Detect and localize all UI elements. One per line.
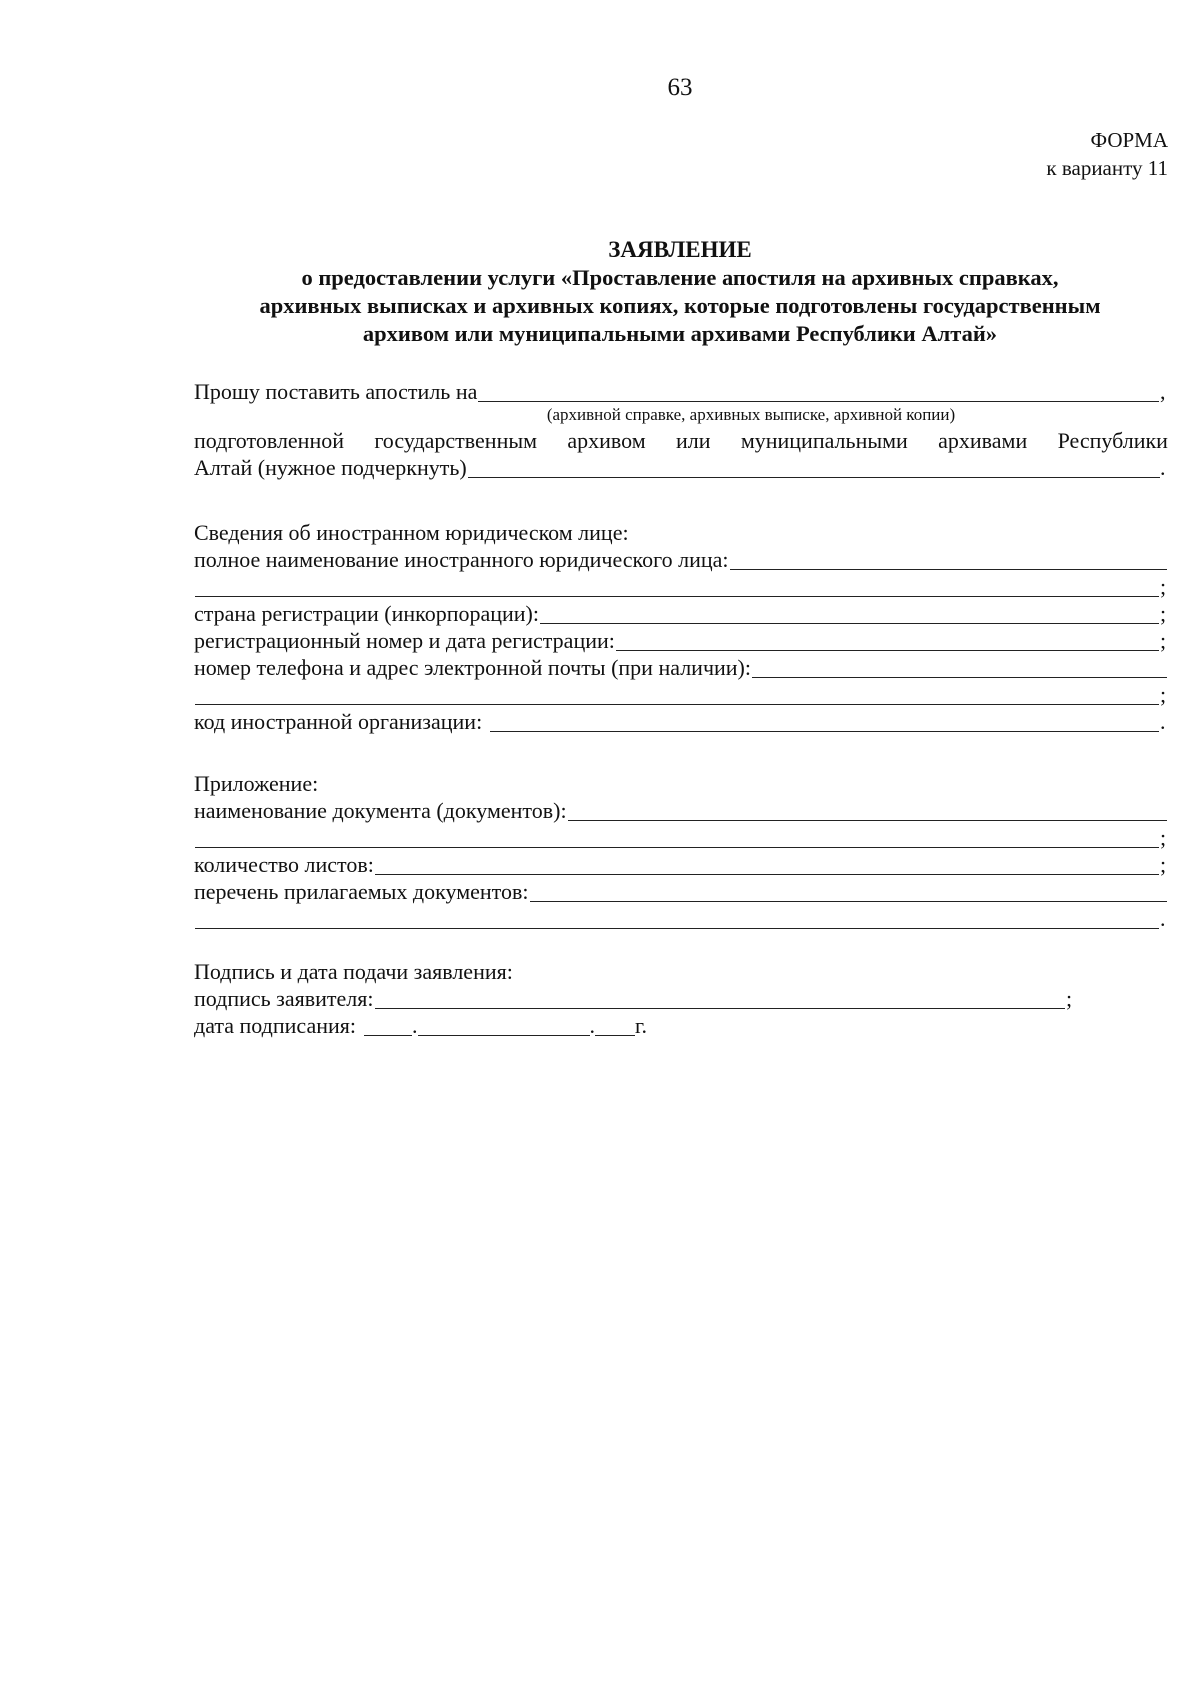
title-heading: ЗАЯВЛЕНИЕ — [608, 237, 752, 262]
reg-number-field[interactable] — [616, 631, 1159, 651]
attachment-section — [194, 770, 1168, 932]
attachment-heading-line — [194, 770, 1168, 797]
doc-name-continuation-line — [194, 824, 1168, 851]
legal-entity-heading-line — [194, 519, 1168, 546]
contacts-field[interactable] — [752, 658, 1167, 678]
sign-date-label: дата подписания: — [194, 1013, 356, 1038]
request-section — [194, 378, 1168, 481]
doc-list-line — [194, 878, 1168, 905]
request-document-field[interactable] — [478, 382, 1159, 402]
doc-name-field-continued[interactable] — [195, 828, 1159, 848]
full-name-label: полное наименование иностранного юридического лица: — [194, 547, 729, 572]
sign-date-line — [194, 1012, 1168, 1039]
word: подготовленной — [194, 428, 345, 453]
country-line — [194, 600, 1168, 627]
request-hint: (архивной справке, архивных выписке, архивной копии) — [546, 405, 956, 424]
applicant-signature-line — [194, 985, 1074, 1012]
full-name-field[interactable] — [730, 550, 1167, 570]
legal-entity-section — [194, 519, 1168, 735]
full-name-field-continued[interactable] — [195, 577, 1159, 597]
period: . — [1160, 709, 1166, 734]
signature-heading-line — [194, 958, 1168, 985]
country-label: страна регистрации (инкорпорации): — [194, 601, 539, 626]
word: архивом — [567, 428, 646, 453]
full-name-line — [194, 546, 1168, 573]
doc-name-label: наименование документа (документов): — [194, 798, 567, 823]
attachment-heading: Приложение: — [194, 771, 319, 796]
doc-list-label: перечень прилагаемых документов: — [194, 879, 529, 904]
org-code-line — [194, 708, 1168, 735]
contacts-label: номер телефона и адрес электронной почты (при наличии): — [194, 655, 751, 680]
semicolon: ; — [1160, 574, 1167, 599]
form-label — [1046, 126, 1168, 182]
org-code-field[interactable] — [490, 712, 1159, 732]
page-number: 63 — [667, 74, 693, 101]
sheet-count-label: количество листов: — [194, 852, 374, 877]
period: . — [1160, 455, 1166, 480]
sheet-count-field[interactable] — [375, 855, 1159, 875]
word: государственным — [374, 428, 538, 453]
word: архивами — [938, 428, 1028, 453]
form-title: ФОРМА — [1090, 128, 1168, 152]
signature-heading: Подпись и дата подачи заявления: — [194, 959, 513, 984]
title-line-2: архивных выписках и архивных копиях, которые подготовлены государственным — [259, 293, 1101, 318]
request-cont-label: Алтай (нужное подчеркнуть) — [194, 455, 467, 480]
sign-month-field[interactable] — [418, 1016, 590, 1036]
semicolon: ; — [1160, 825, 1167, 850]
contacts-line — [194, 654, 1168, 681]
word: муниципальными — [740, 428, 908, 453]
sign-year-field[interactable] — [595, 1016, 635, 1036]
org-code-label: код иностранной организации: — [194, 709, 483, 734]
reg-number-line — [194, 627, 1168, 654]
year-suffix: г. — [635, 1013, 648, 1038]
form-variant: к варианту 11 — [1046, 156, 1168, 180]
semicolon: ; — [1160, 601, 1167, 626]
sign-day-field[interactable] — [364, 1016, 412, 1036]
reg-number-label: регистрационный номер и дата регистрации: — [194, 628, 615, 653]
title-line-1: о предоставлении услуги «Проставление апостиля на архивных справках, — [301, 265, 1059, 290]
contacts-continuation-line — [194, 681, 1168, 708]
legal-entity-heading: Сведения об иностранном юридическом лице: — [194, 520, 629, 545]
doc-list-field[interactable] — [530, 882, 1167, 902]
semicolon: ; — [1066, 986, 1073, 1011]
applicant-signature-label: подпись заявителя: — [194, 986, 374, 1011]
word: или — [675, 428, 711, 453]
word: Республики — [1057, 428, 1168, 453]
contacts-field-continued[interactable] — [195, 685, 1159, 705]
country-field[interactable] — [540, 604, 1159, 624]
doc-name-line — [194, 797, 1168, 824]
semicolon: ; — [1160, 628, 1167, 653]
date-separator: . — [589, 1013, 595, 1038]
full-name-continuation-line — [194, 573, 1168, 600]
comma: , — [1160, 379, 1166, 404]
request-label: Прошу поставить апостиль на — [194, 379, 478, 404]
request-underline-line — [194, 454, 1168, 481]
sheet-count-line — [194, 851, 1168, 878]
signature-section — [194, 958, 1168, 1039]
request-continuation-line — [194, 427, 1168, 454]
semicolon: ; — [1160, 682, 1167, 707]
document-title — [0, 236, 1200, 348]
doc-name-field[interactable] — [568, 801, 1167, 821]
title-line-3: архивом или муниципальными архивами Республики Алтай» — [362, 321, 998, 346]
request-line — [194, 378, 1168, 405]
period: . — [1160, 906, 1166, 931]
date-separator: . — [412, 1013, 418, 1038]
doc-list-field-continued[interactable] — [195, 909, 1159, 929]
semicolon: ; — [1160, 852, 1167, 877]
request-archive-field[interactable] — [468, 458, 1160, 478]
applicant-signature-field[interactable] — [375, 989, 1065, 1009]
doc-list-continuation-line — [194, 905, 1168, 932]
